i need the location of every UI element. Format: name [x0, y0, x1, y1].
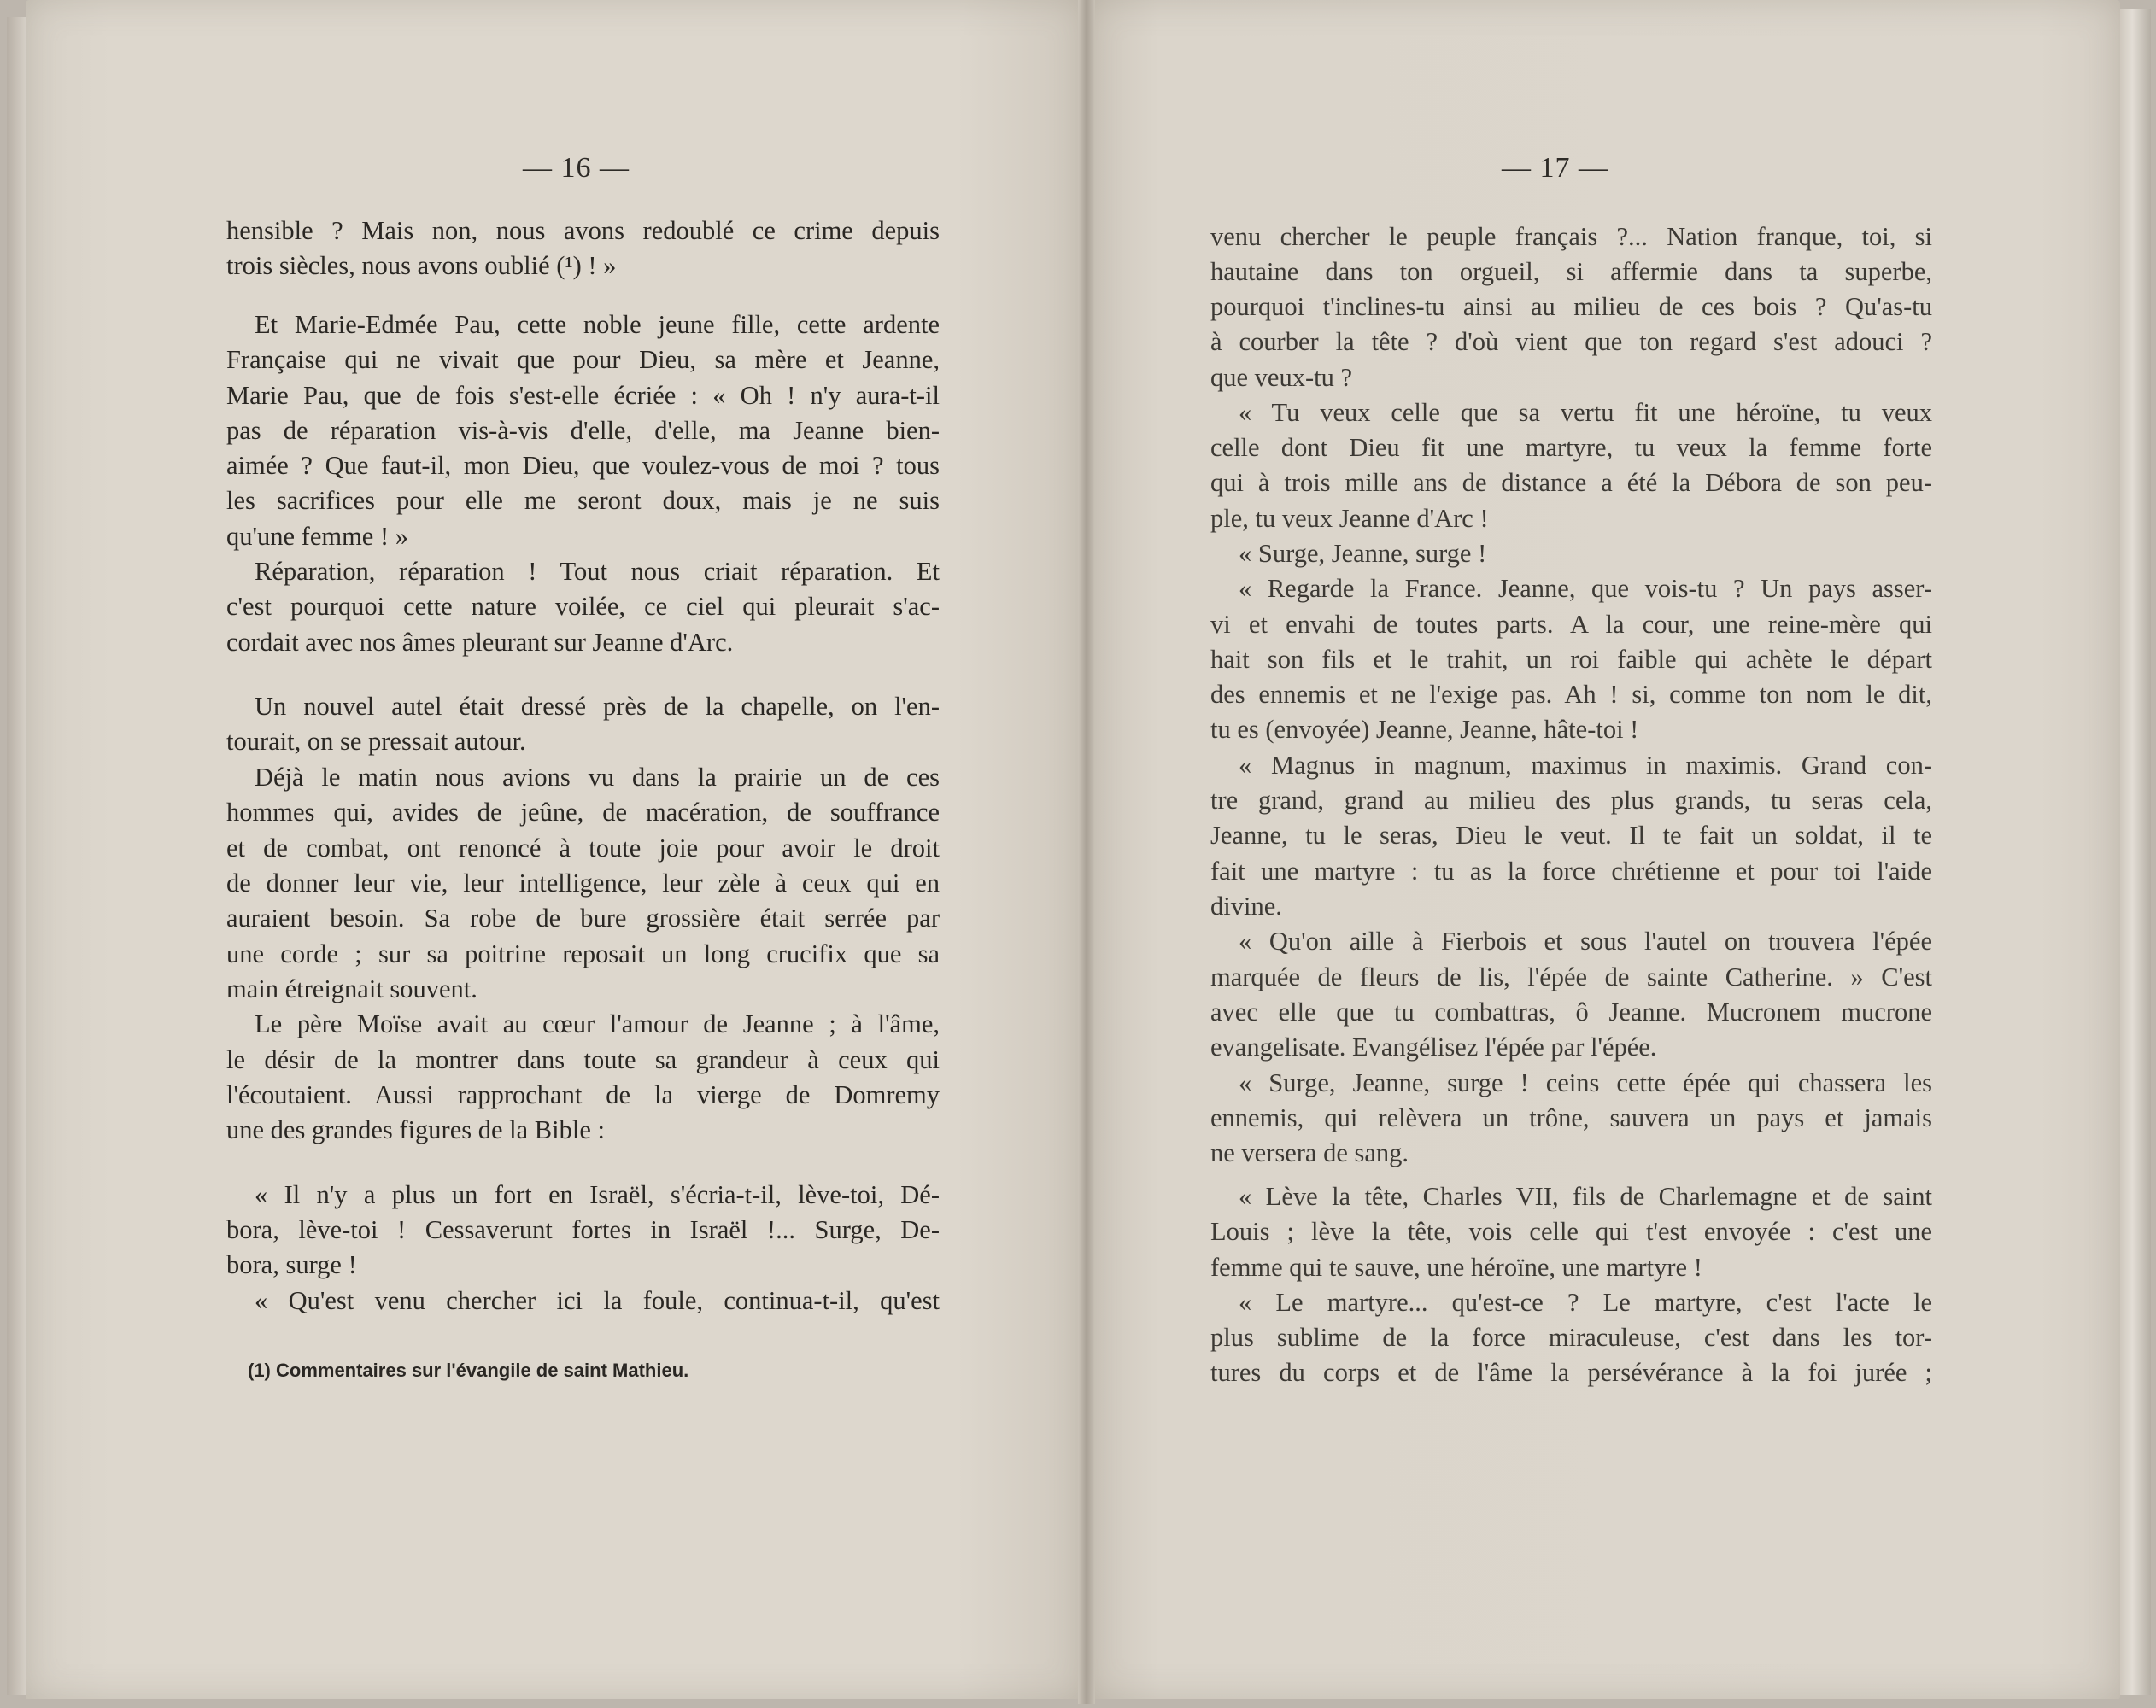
right-line-29: Louis ; lève la tête, vois celle qui t'est envoyée : c'est une	[1210, 1219, 1932, 1246]
left-line-26: « Il n'y a plus un fort en Israël, s'écria-t-il, lève-toi, Dé-	[255, 1182, 940, 1209]
footnote: (1) Commentaires sur l'évangile de saint Mathieu.	[248, 1360, 689, 1381]
right-line-12: vi et envahi de toutes parts. A la cour, une reine-mère qui	[1210, 611, 1932, 639]
right-line-18: Jeanne, tu le seras, Dieu le veut. Il te fait un soldat, il te	[1210, 822, 1932, 850]
left-line-24: l'écoutaient. Aussi rapprochant de la vierge de Domremy	[226, 1082, 940, 1109]
left-line-11: c'est pourquoi cette nature voilée, ce ciel qui pleurait s'ac-	[226, 594, 940, 621]
right-line-9: ple, tu veux Jeanne d'Arc !	[1210, 504, 1489, 533]
right-line-14: des ennemis et ne l'exige pas. Ah ! si, comme ton nom le dit,	[1210, 681, 1932, 709]
right-line-4: à courber la tête ? d'où vient que ton regard s'est adouci ?	[1210, 329, 1932, 356]
right-line-24: evangelisate. Evangélisez l'épée par l'épée.	[1210, 1032, 1657, 1062]
right-line-10: « Surge, Jeanne, surge !	[1239, 539, 1487, 568]
right-line-16: « Magnus in magnum, maximus in maximis. Grand con-	[1239, 752, 1932, 780]
right-line-23: avec elle que tu combattras, ô Jeanne. Mucronem mucrone	[1210, 999, 1932, 1027]
left-line-21: main étreignait souvent.	[226, 974, 477, 1003]
left-line-28: bora, surge !	[226, 1250, 357, 1279]
left-line-8: les sacrifices pour elle me seront doux, mais je ne suis	[226, 488, 940, 515]
left-line-17: et de combat, ont renoncé à toute joie pour avoir le droit	[226, 835, 940, 863]
right-line-7: celle dont Dieu fit une martyre, tu veux la femme forte	[1210, 435, 1932, 462]
right-line-19: fait une martyre : tu as la force chrétienne et pour toi l'aide	[1210, 858, 1932, 886]
left-line-9: qu'une femme ! »	[226, 522, 408, 551]
page-number-right: — 17 —	[1502, 152, 1608, 184]
right-line-22: marquée de fleurs de lis, l'épée de sainte Catherine. » C'est	[1210, 964, 1932, 991]
right-line-30: femme qui te sauve, une héroïne, une martyre !	[1210, 1253, 1702, 1282]
right-line-8: qui à trois mille ans de distance a été la Débora de son peu-	[1210, 470, 1932, 497]
right-line-27: ne versera de sang.	[1210, 1138, 1409, 1167]
left-line-14: tourait, on se pressait autour.	[226, 727, 526, 756]
left-line-19: auraient besoin. Sa robe de bure grossière était serrée par	[226, 905, 940, 933]
right-line-5: que veux-tu ?	[1210, 363, 1352, 392]
right-line-31: « Le martyre... qu'est-ce ? Le martyre, c'est l'acte le	[1239, 1290, 1932, 1317]
right-line-6: « Tu veux celle que sa vertu fit une héroïne, tu veux	[1239, 400, 1932, 427]
left-line-27: bora, lève-toi ! Cessaverunt fortes in Israël !... Surge, De-	[226, 1217, 940, 1244]
right-line-26: ennemis, qui relèvera un trône, sauvera un pays et jamais	[1210, 1105, 1932, 1132]
right-line-33: tures du corps et de l'âme la persévérance à la foi jurée ;	[1210, 1360, 1932, 1387]
left-line-12: cordait avec nos âmes pleurant sur Jeanne d'Arc.	[226, 628, 734, 657]
left-page-edge	[7, 17, 27, 1695]
right-page-edge	[2120, 9, 2151, 1695]
book-gutter	[1078, 0, 1095, 1704]
right-line-2: hautaine dans ton orgueil, si affermie dans ta superbe,	[1210, 259, 1932, 286]
page-number-left: — 16 —	[523, 152, 630, 184]
right-line-21: « Qu'on aille à Fierbois et sous l'autel on trouvera l'épée	[1239, 928, 1932, 956]
right-line-1: venu chercher le peuple français ?... Nation franque, toi, si	[1210, 224, 1932, 251]
right-line-17: tre grand, grand au milieu des plus grands, tu seras cela,	[1210, 787, 1932, 815]
left-line-4: Française qui ne vivait que pour Dieu, sa mère et Jeanne,	[226, 347, 940, 374]
left-line-22: Le père Moïse avait au cœur l'amour de Jeanne ; à l'âme,	[255, 1011, 940, 1038]
right-line-25: « Surge, Jeanne, surge ! ceins cette épée qui chassera les	[1239, 1070, 1932, 1097]
right-line-28: « Lève la tête, Charles VII, fils de Charlemagne et de saint	[1239, 1184, 1932, 1211]
left-line-20: une corde ; sur sa poitrine reposait un long crucifix que sa	[226, 941, 940, 968]
left-line-1: hensible ? Mais non, nous avons redoublé ce crime depuis	[226, 218, 940, 245]
right-line-15: tu es (envoyée) Jeanne, Jeanne, hâte-toi !	[1210, 715, 1639, 744]
right-line-20: divine.	[1210, 892, 1282, 921]
left-line-2: trois siècles, nous avons oublié (¹) ! »	[226, 251, 617, 280]
left-line-5: Marie Pau, que de fois s'est-elle écriée : « Oh ! n'y aura-t-il	[226, 383, 940, 410]
left-line-10: Réparation, réparation ! Tout nous criait réparation. Et	[255, 559, 940, 586]
right-line-3: pourquoi t'inclines-tu ainsi au milieu de ces bois ? Qu'as-tu	[1210, 294, 1932, 321]
right-line-13: hait son fils et le trahit, un roi faible qui achète le départ	[1210, 646, 1932, 674]
left-line-18: de donner leur vie, leur intelligence, leur zèle à ceux qui en	[226, 870, 940, 898]
left-line-3: Et Marie-Edmée Pau, cette noble jeune fille, cette ardente	[255, 312, 940, 339]
left-line-29: « Qu'est venu chercher ici la foule, continua-t-il, qu'est	[255, 1288, 940, 1315]
left-line-13: Un nouvel autel était dressé près de la chapelle, on l'en-	[255, 693, 940, 721]
left-line-25: une des grandes figures de la Bible :	[226, 1115, 605, 1144]
left-line-7: aimée ? Que faut-il, mon Dieu, que voulez-vous de moi ? tous	[226, 453, 940, 480]
left-line-6: pas de réparation vis-à-vis d'elle, d'elle, ma Jeanne bien-	[226, 418, 940, 445]
right-line-11: « Regarde la France. Jeanne, que vois-tu ? Un pays asser-	[1239, 576, 1932, 603]
left-line-15: Déjà le matin nous avions vu dans la prairie un de ces	[255, 764, 940, 792]
left-line-16: hommes qui, avides de jeûne, de macération, de souffrance	[226, 799, 940, 827]
left-line-23: le désir de la montrer dans toute sa grandeur à ceux qui	[226, 1047, 940, 1074]
right-line-32: plus sublime de la force miraculeuse, c'est dans les tor-	[1210, 1325, 1932, 1352]
